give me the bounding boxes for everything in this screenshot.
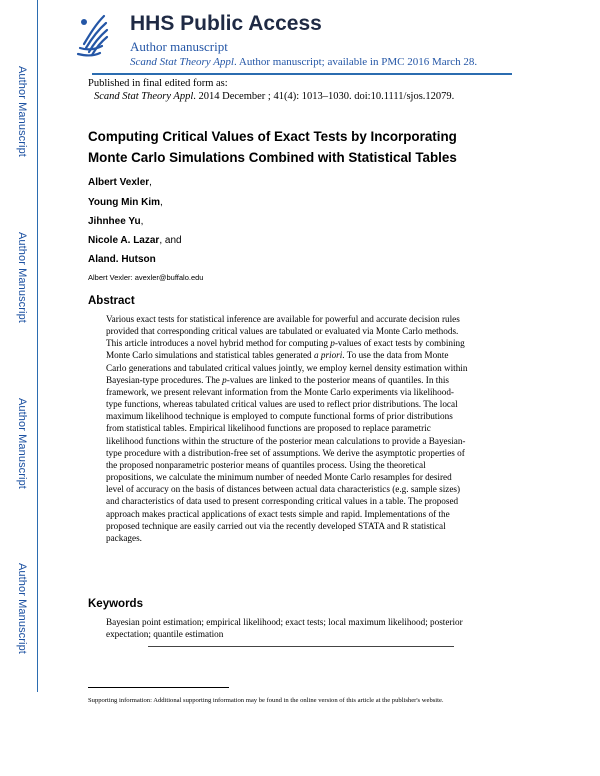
author-name[interactable]: Jihnhee Yu <box>88 216 141 227</box>
side-label-author-manuscript: Author Manuscript <box>16 398 28 489</box>
author-item <box>88 177 152 188</box>
author-name[interactable]: Albert Vexler <box>88 177 150 188</box>
author-suffix: , and <box>159 235 182 246</box>
author-item <box>88 254 156 265</box>
abstract-line: likelihood functions within the structure of the posterior mean calculations to provide a Bayesian- <box>106 435 466 446</box>
header-citation <box>130 56 477 68</box>
side-label-author-manuscript: Author Manuscript <box>16 563 28 654</box>
author-name[interactable]: Aland. Hutson <box>88 254 156 265</box>
abstract-line: type functions, whereas tabulated critical values are used to reflect prior distributions. The local <box>106 399 458 410</box>
abstract-line: type procedure with a distribution-free set of assumptions. We derive the asymptotic properties of <box>106 447 465 458</box>
abstract-italic: p <box>222 374 227 385</box>
abstract-line: provided that corresponding critical values are tabulated or evaluated via Monte Carlo methods. <box>106 326 459 337</box>
keywords-line: expectation; quantile estimation <box>106 629 224 640</box>
abstract-italic: a priori <box>313 350 343 361</box>
author-suffix: , <box>140 216 144 227</box>
keywords-heading: Keywords <box>88 598 143 610</box>
author-item <box>88 235 182 246</box>
publication-details: . 2014 December ; 41(4): 1013–1030. doi:10.1111/sjos.12079. <box>193 91 455 102</box>
side-label-author-manuscript: Author Manuscript <box>16 66 28 157</box>
author-suffix: , <box>160 197 163 208</box>
abstract-line: Various exact tests for statistical inference are available for powerful and accurate decision rules <box>106 314 460 324</box>
abstract-line: Monte Carlo simulations and statistical tables generated a priori. To use the data from Monte <box>106 350 449 361</box>
publication-journal: Scand Stat Theory Appl <box>94 91 194 102</box>
footnote-rule <box>88 687 229 688</box>
abstract-line: level of accuracy on the basis of distances between actual data characteristics (e.g. sample sizes) <box>106 484 461 495</box>
author-manuscript-subtitle: Author manuscript <box>130 39 228 54</box>
abstract-body <box>106 313 514 544</box>
author-item <box>88 216 143 227</box>
header-rule <box>92 73 512 75</box>
abstract-line: framework, we present relevant information from the Monte Carlo experiments via likelihood- <box>106 386 454 397</box>
abstract-line: proposed technique are easily carried out via the recently developed STATA and R statistical <box>106 520 446 531</box>
published-in-line: Published in final edited form as: <box>88 78 228 89</box>
abstract-line: from statistical tables. Empirical likelihood functions are proposed to replace parametric <box>106 423 431 434</box>
hhs-eagle-logo-icon <box>70 10 114 62</box>
abstract-line: Bayesian-type procedures. The p-values are linked to the posterior means of quantiles. In this <box>106 374 449 385</box>
abstract-line: packages. <box>106 532 142 543</box>
keywords-body <box>106 616 506 640</box>
abstract-line: approach makes practical applications of exact tests simple and rapid. Implementations of the <box>106 508 450 519</box>
header-citation-rest: . Author manuscript; available in PMC 2016 March 28. <box>233 56 478 68</box>
keywords-line: Bayesian point estimation; empirical likelihood; exact tests; local maximum likelihood; posterior <box>106 617 463 627</box>
author-name[interactable]: Nicole A. Lazar <box>88 235 160 246</box>
section-separator <box>148 646 454 647</box>
footnote: Supporting information: Additional supporting information may be found in the online version of this article at the publisher's website. <box>88 697 444 704</box>
publication-citation <box>94 91 454 102</box>
abstract-line: Carlo generations and tabulated critical values jointly, we employ kernel density estimation within <box>106 362 468 373</box>
corresponding-email[interactable]: Albert Vexler: avexler@buffalo.edu <box>88 273 204 282</box>
abstract-heading: Abstract <box>88 295 135 307</box>
author-suffix: , <box>149 177 152 188</box>
paper-title-line: Computing Critical Values of Exact Tests by Incorporating <box>88 129 457 144</box>
paper-title <box>88 126 558 168</box>
author-item <box>88 197 163 208</box>
abstract-line: the proposed nonparametric posterior means of quantiles process. Using the theoretical <box>106 459 426 470</box>
abstract-line: maximum likelihood technique is employed to compute functional forms of prior distributions <box>106 411 453 422</box>
abstract-line: This article introduces a novel hybrid method for computing p-values of exact tests by combining <box>106 338 465 349</box>
side-label-author-manuscript: Author Manuscript <box>16 232 28 323</box>
margin-rule <box>37 0 38 692</box>
abstract-line: and characteristics of data used to present corresponding critical values in a table. The proposed <box>106 496 459 507</box>
header-journal[interactable]: Scand Stat Theory Appl <box>130 56 234 68</box>
hhs-public-access-title: HHS Public Access <box>130 12 322 35</box>
author-name[interactable]: Young Min Kim <box>88 197 161 208</box>
abstract-line: propositions, we calculate the minimum number of needed Monte Carlo resamples for desired <box>106 472 452 483</box>
paper-title-line: Monte Carlo Simulations Combined with Statistical Tables <box>88 150 457 165</box>
abstract-italic: p <box>330 338 335 349</box>
